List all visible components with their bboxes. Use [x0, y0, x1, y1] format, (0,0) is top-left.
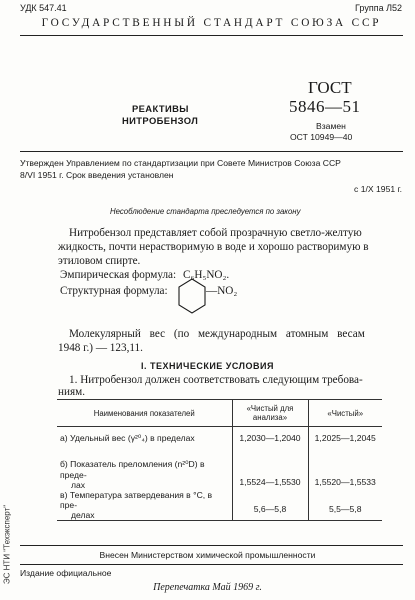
empirical-formula: C₆H₅NO₂. [183, 269, 230, 281]
group-code: Группа Л52 [355, 3, 402, 13]
spec-table [57, 399, 382, 521]
title-line-1: РЕАКТИВЫ [132, 103, 189, 114]
replaces-number: ОСТ 10949—40 [290, 132, 353, 142]
introduced-by: Внесен Министерством химической промышленности [99, 550, 316, 560]
row-analysis-value: 5,6—5,8 [232, 490, 308, 521]
col-header-analysis: «Чистый для анализа» [232, 400, 308, 427]
intro-line-1: Нитробензол представляет собой прозрачную светло-желтую [69, 227, 362, 239]
row-pure-value: 1,2025—1,2045 [308, 427, 382, 460]
row-pure-value: 5,5—5,8 [308, 490, 382, 521]
approval-line-2: 8/VI 1951 г. Срок введения установлен [20, 170, 174, 180]
row-name: в) Температура затвердевания в °С, в пре- [60, 490, 213, 510]
requirement-line-1: 1. Нитробензол должен соответствовать следующим требова- [69, 374, 363, 386]
benzene-ring-icon [176, 276, 208, 318]
row-analysis-value: 1,2030—1,2040 [232, 427, 308, 460]
effective-date: с 1/Х 1951 г. [354, 184, 402, 194]
udk-code: УДК 547.41 [20, 3, 67, 13]
law-warning: Несоблюдение стандарта преследуется по закону [110, 207, 301, 216]
row-name: а) Удельный вес (γ²⁰₄) в пределах [60, 433, 195, 443]
header-rule [20, 35, 403, 36]
row-pure-value: 1,5520—1,5533 [308, 459, 382, 490]
gost-number: 5846—51 [289, 97, 361, 116]
col-header-indicator: Наименования показателей [57, 400, 232, 427]
title-line-2: НИТРОБЕНЗОЛ [122, 115, 199, 126]
intro-line-3: этиловом спирте. [58, 255, 141, 267]
molecular-weight-line-1: Молекулярный вес (по международным атомным весам [69, 328, 365, 340]
footer-rule-top [20, 545, 403, 546]
table-row [57, 459, 382, 490]
row-name: б) Показатель преломления (n²⁰D) в преде- [60, 459, 205, 480]
approval-line-1: Утвержден Управлением по стандартизации при Совете Министров Союза ССР [20, 158, 341, 168]
molecular-weight-line-2: 1948 г.) — 123,11. [58, 342, 143, 354]
reprint-note: Перепечатка Май 1969 г. [153, 582, 262, 593]
row-name-cont: делах [71, 510, 95, 520]
structural-formula-label: Структурная формула: [60, 285, 168, 297]
gost-label: ГОСТ [308, 78, 352, 97]
section-heading: I. ТЕХНИЧЕСКИЕ УСЛОВИЯ [141, 361, 274, 371]
col-header-pure: «Чистый» [308, 400, 382, 427]
state-standard-banner: ГОСУДАРСТВЕННЫЙ СТАНДАРТ СОЮЗА ССР [41, 17, 382, 29]
footer-rule-bottom [20, 564, 403, 565]
official-edition: Издание официальное [20, 568, 112, 578]
row-name-cont: лах [71, 480, 86, 490]
table-header-row [57, 400, 382, 427]
table-row [57, 427, 382, 460]
title-rule [20, 151, 403, 152]
replaces-label: Взамен [316, 121, 346, 131]
side-stamp: ЭС НТИ "Техэксперт" [2, 504, 12, 585]
row-analysis-value: 1,5524—1,5530 [232, 459, 308, 490]
nitro-group: —NO₂ [206, 285, 238, 297]
table-row [57, 490, 382, 521]
requirement-line-2: ниям. [58, 386, 85, 398]
intro-line-2: жидкость, почти нерастворимую в воде и хорошо растворимую в [58, 241, 369, 253]
empirical-formula-label: Эмпирическая формула: [60, 269, 177, 281]
